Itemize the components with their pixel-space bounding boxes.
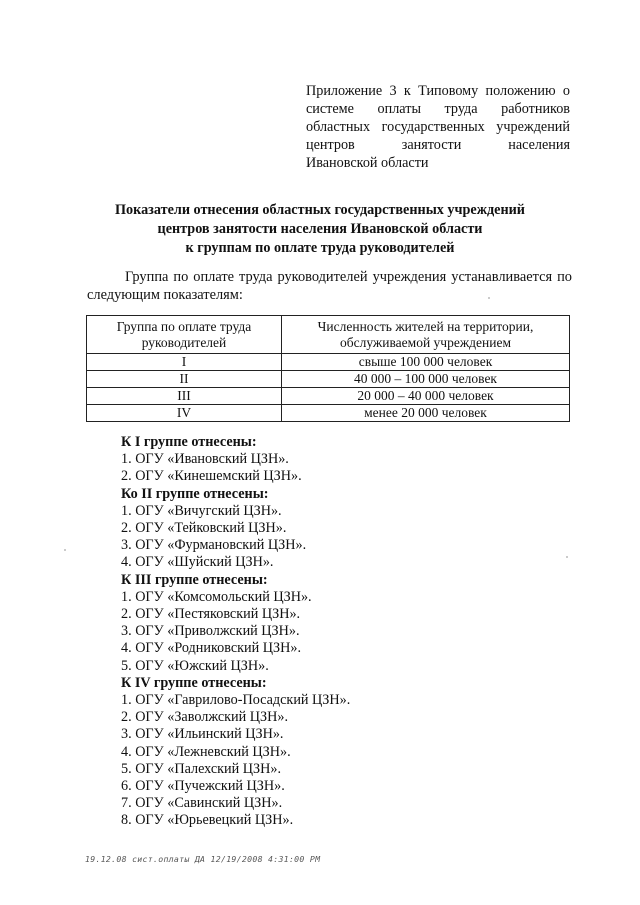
cell-group: IV [87, 405, 282, 422]
scan-speck [64, 549, 66, 551]
list-item: 2. ОГУ «Пестяковский ЦЗН». [121, 606, 301, 623]
list-item: 2. ОГУ «Тейковский ЦЗН». [121, 520, 287, 537]
appendix-line: Приложение 3 к Типовому положению о [306, 83, 570, 99]
header-group: Группа по оплате труда руководителей [87, 316, 282, 354]
list-item: 4. ОГУ «Родниковский ЦЗН». [121, 640, 301, 657]
cell-population: 20 000 – 40 000 человек [282, 388, 570, 405]
cell-population: менее 20 000 человек [282, 405, 570, 422]
list-item: 1. ОГУ «Вичугский ЦЗН». [121, 502, 282, 519]
list-item: 3. ОГУ «Ильинский ЦЗН». [121, 726, 284, 743]
list-item: 8. ОГУ «Юрьевецкий ЦЗН». [121, 812, 294, 829]
list-item: 2. ОГУ «Заволжский ЦЗН». [121, 709, 289, 726]
appendix-line: центров занятости населения [306, 137, 570, 153]
appendix-line: системе оплаты труда работников [306, 101, 570, 117]
scan-speck [488, 297, 490, 299]
list-item: 7. ОГУ «Савинский ЦЗН». [121, 795, 283, 812]
cell-group: II [87, 371, 282, 388]
intro-paragraph: Группа по оплате труда руководителей учреждения устанавливается по следующим показателям: [87, 269, 572, 303]
cell-population: 40 000 – 100 000 человек [282, 371, 570, 388]
title-line: к группам по оплате труда руководителей [185, 240, 455, 256]
list-item: 6. ОГУ «Пучежский ЦЗН». [121, 778, 285, 795]
title-line: Показатели отнесения областных государственных учреждений [115, 202, 525, 218]
table-row [87, 388, 570, 405]
title-line: центров занятости населения Ивановской области [157, 221, 483, 237]
appendix-reference [306, 82, 570, 172]
list-item: 4. ОГУ «Шуйский ЦЗН». [121, 554, 274, 571]
group-lists [121, 434, 561, 830]
table-row [87, 354, 570, 371]
list-item: 2. ОГУ «Кинешемский ЦЗН». [121, 468, 302, 485]
cell-population: свыше 100 000 человек [282, 354, 570, 371]
table-header-row [87, 316, 570, 354]
cell-group: I [87, 354, 282, 371]
table-row [87, 371, 570, 388]
document-title [60, 201, 580, 258]
table-row [87, 405, 570, 422]
list-item: 1. ОГУ «Комсомольский ЦЗН». [121, 588, 312, 605]
appendix-line: областных государственных учреждений [306, 119, 570, 135]
group-heading: Ко II группе отнесены: [121, 485, 269, 502]
scan-speck [566, 556, 568, 558]
group-heading: К III группе отнесены: [121, 571, 268, 588]
group-heading: К IV группе отнесены: [121, 674, 267, 691]
header-population: Численность жителей на территории, обслуживаемой учреждением [282, 316, 570, 354]
cell-group: III [87, 388, 282, 405]
list-item: 1. ОГУ «Ивановский ЦЗН». [121, 451, 289, 468]
list-item: 1. ОГУ «Гаврилово-Посадский ЦЗН». [121, 692, 351, 709]
groups-table [86, 315, 570, 422]
print-footer: 19.12.08 сист.оплаты ДА 12/19/2008 4:31:00 PM [85, 854, 321, 864]
group-heading: К I группе отнесены: [121, 434, 257, 450]
list-item: 3. ОГУ «Фурмановский ЦЗН». [121, 537, 307, 554]
list-item: 3. ОГУ «Приволжский ЦЗН». [121, 623, 300, 640]
list-item: 5. ОГУ «Палехский ЦЗН». [121, 760, 282, 777]
list-item: 5. ОГУ «Южский ЦЗН». [121, 657, 269, 674]
list-item: 4. ОГУ «Лежневский ЦЗН». [121, 743, 291, 760]
appendix-line: Ивановской области [306, 155, 429, 171]
